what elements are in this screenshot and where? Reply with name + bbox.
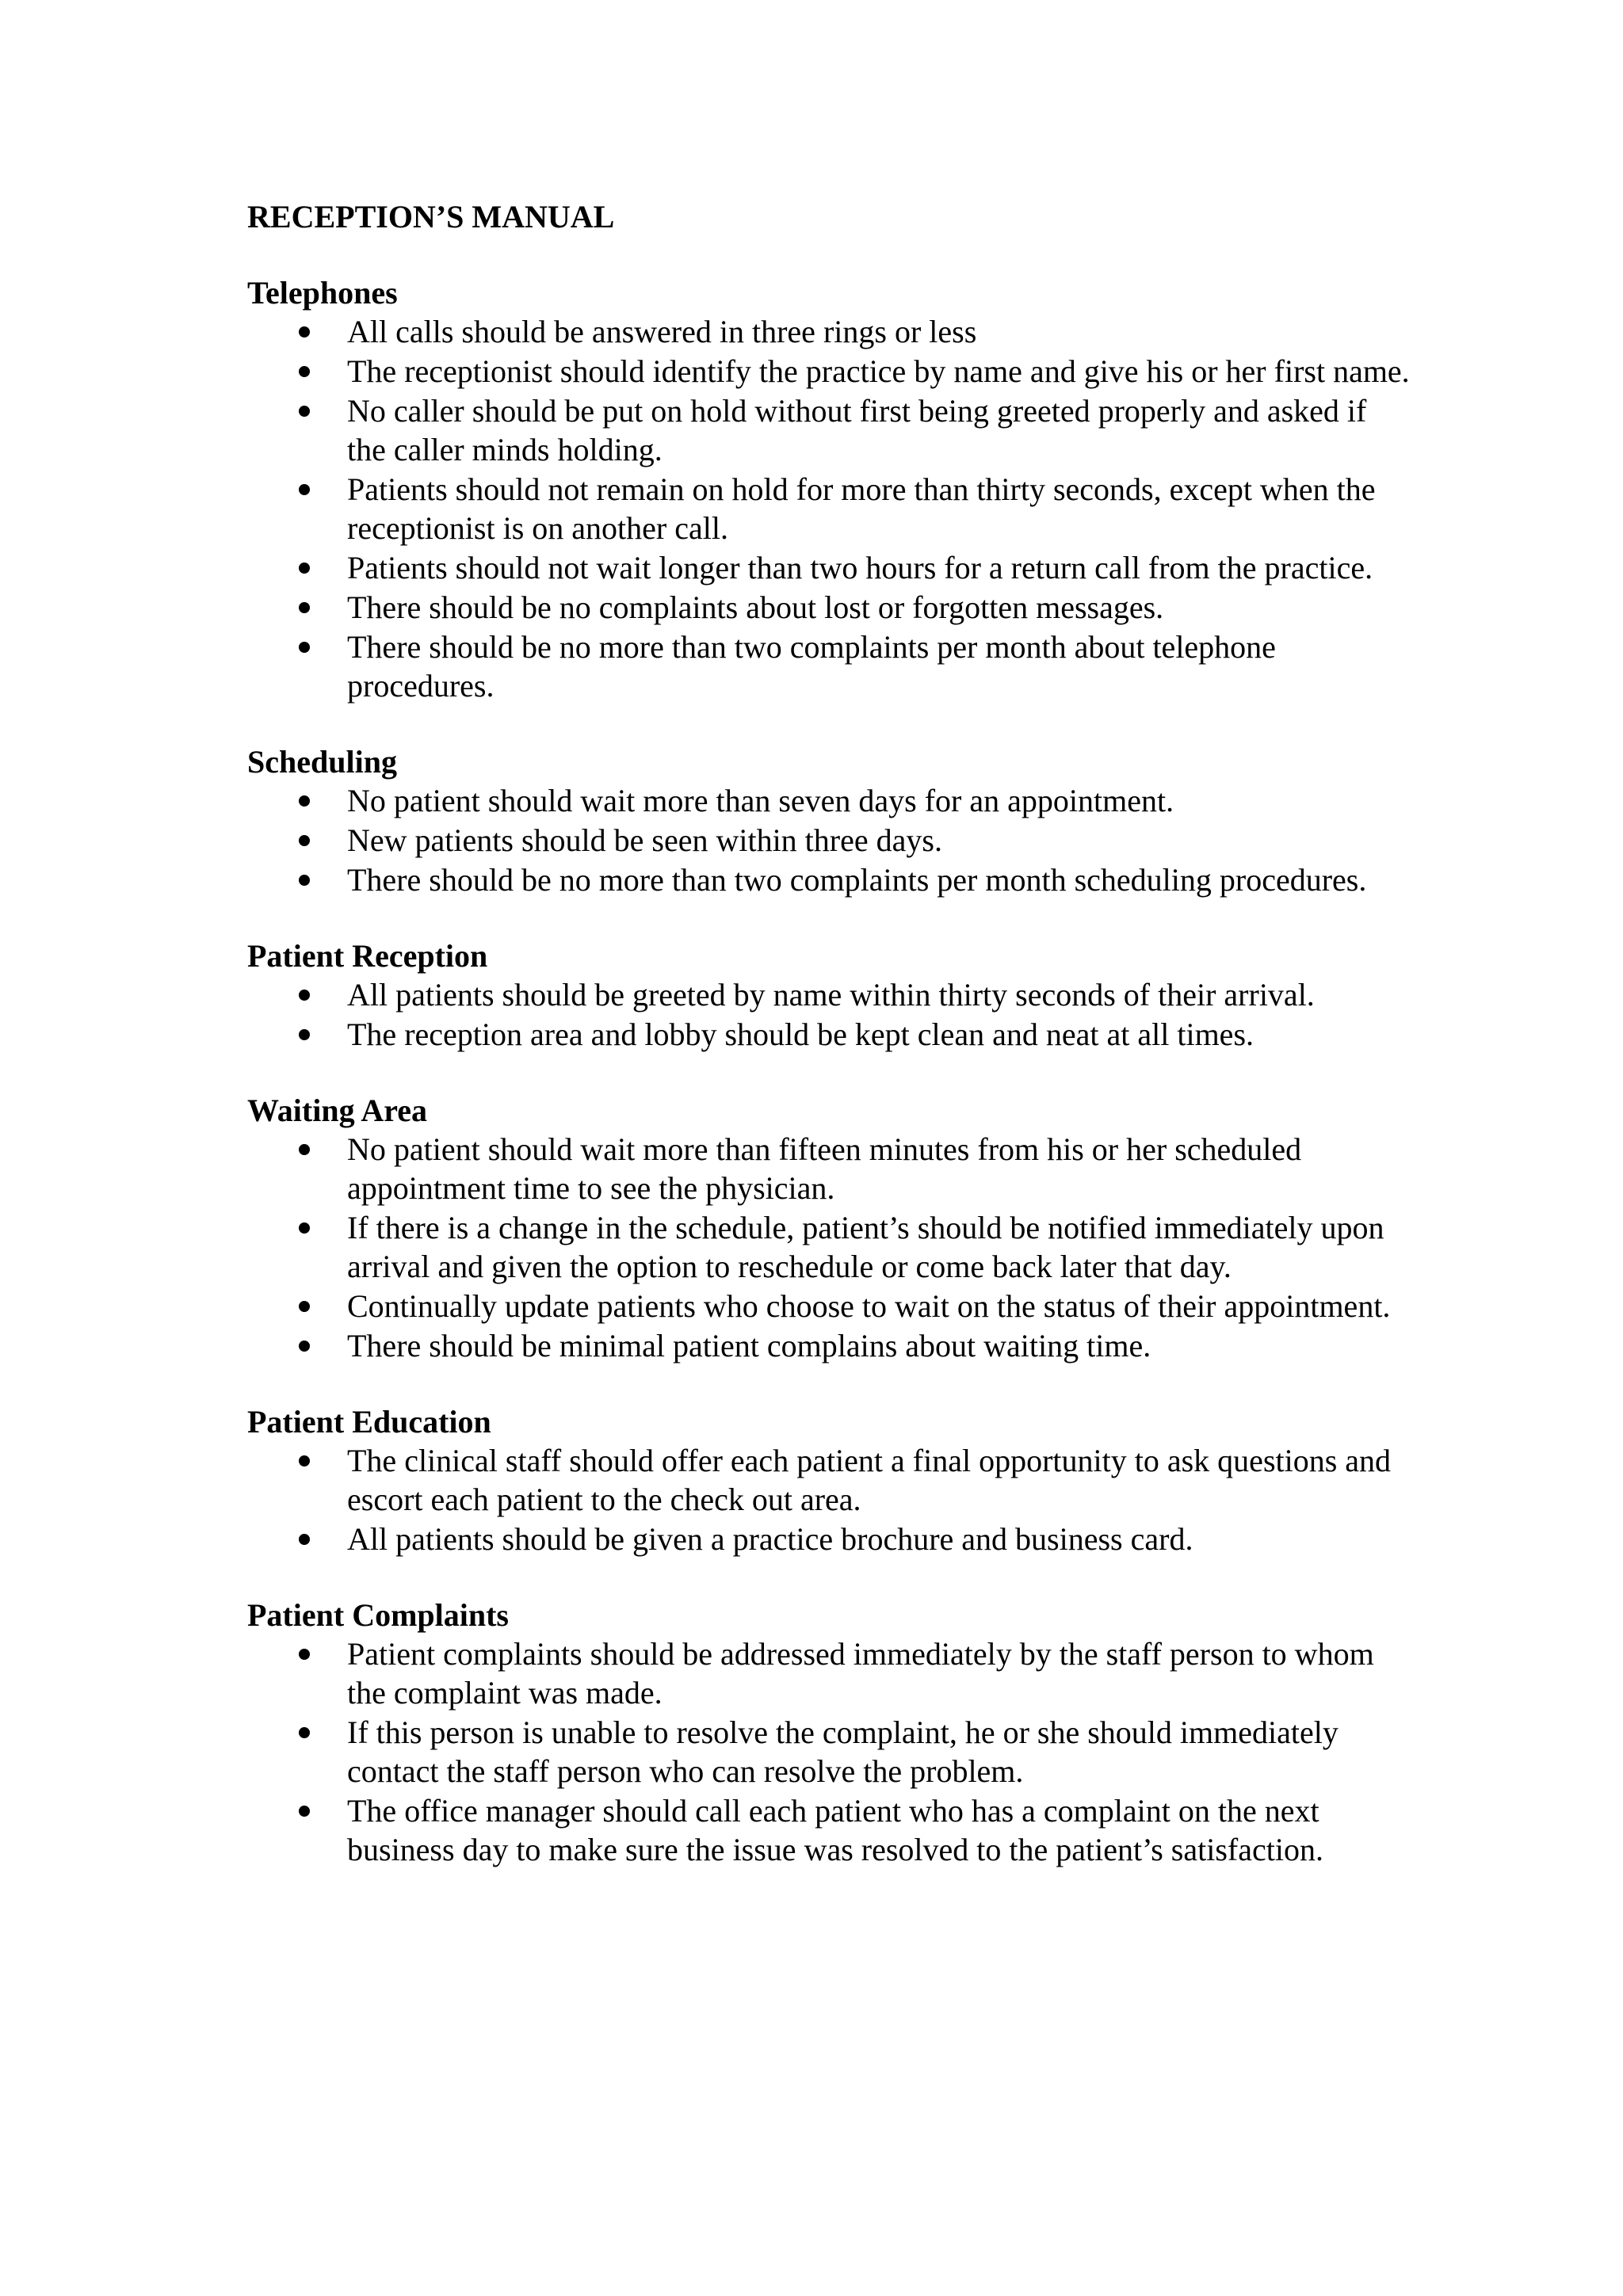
section-waiting-area <box>247 1090 1412 1365</box>
list-item-text: Continually update patients who choose to wait on the status of their appointment. <box>347 1288 1391 1324</box>
list-item <box>247 1130 1412 1207</box>
bullet-icon <box>299 642 310 653</box>
list-item <box>247 312 1412 351</box>
list-item <box>247 1520 1412 1558</box>
section-heading: Telephones <box>247 275 398 311</box>
list-item-text: All patients should be given a practice brochure and business card. <box>347 1521 1193 1557</box>
list-item <box>247 821 1412 860</box>
list-item-text: All patients should be greeted by name within thirty seconds of their arrival. <box>347 977 1315 1013</box>
bullet-icon <box>299 990 310 1001</box>
list-item-text: No caller should be put on hold without first being greeted properly and asked if the caller minds holding. <box>347 393 1367 467</box>
section-telephones <box>247 273 1412 705</box>
list-item <box>247 1015 1412 1054</box>
bullet-list <box>247 975 1412 1054</box>
list-item-text: The reception area and lobby should be kept clean and neat at all times. <box>347 1016 1254 1052</box>
bullet-icon <box>299 563 310 574</box>
bullet-icon <box>299 602 310 613</box>
list-item-text: The office manager should call each patient who has a complaint on the next business day to make sure the issue was resolved to the patient’s satisfaction. <box>347 1793 1323 1867</box>
bullet-list <box>247 1441 1412 1558</box>
bullet-icon <box>299 1301 310 1312</box>
bullet-list <box>247 1634 1412 1869</box>
list-item <box>247 588 1412 627</box>
bullet-icon <box>299 366 310 377</box>
bullet-icon <box>299 1727 310 1738</box>
list-item-text: New patients should be seen within three days. <box>347 822 942 858</box>
list-item <box>247 1634 1412 1712</box>
list-item-text: Patient complaints should be addressed immediately by the staff person to whom the complaint was made. <box>347 1636 1374 1711</box>
bullet-icon <box>299 1649 310 1660</box>
list-item-text: The receptionist should identify the practice by name and give his or her first name. <box>347 353 1410 389</box>
bullet-list <box>247 312 1412 705</box>
bullet-icon <box>299 1534 310 1545</box>
list-item <box>247 1713 1412 1791</box>
bullet-icon <box>299 326 310 338</box>
list-item <box>247 352 1412 391</box>
section-heading: Scheduling <box>247 744 397 780</box>
bullet-icon <box>299 1806 310 1817</box>
list-item-text: The clinical staff should offer each patient a final opportunity to ask questions and escort each patient to the check out area. <box>347 1443 1392 1517</box>
section-scheduling <box>247 742 1412 899</box>
list-item <box>247 1791 1412 1869</box>
bullet-icon <box>299 484 310 495</box>
list-item <box>247 548 1412 587</box>
list-item <box>247 1208 1412 1286</box>
bullet-icon <box>299 406 310 417</box>
bullet-icon <box>299 795 310 807</box>
section-heading: Patient Reception <box>247 938 488 974</box>
list-item <box>247 975 1412 1014</box>
section-heading: Patient Education <box>247 1404 491 1440</box>
document-title: RECEPTION’S MANUAL <box>247 199 615 235</box>
bullet-list <box>247 781 1412 899</box>
list-item-text: There should be no complaints about lost or forgotten messages. <box>347 589 1164 625</box>
list-item <box>247 627 1412 705</box>
list-item-text: There should be no more than two complaints per month scheduling procedures. <box>347 862 1367 898</box>
list-item <box>247 860 1412 899</box>
bullet-list <box>247 1130 1412 1365</box>
list-item <box>247 781 1412 820</box>
bullet-icon <box>299 875 310 886</box>
list-item-text: If this person is unable to resolve the complaint, he or she should immediately contact the staff person who can resolve the problem. <box>347 1714 1338 1789</box>
section-patient-education <box>247 1402 1412 1558</box>
section-heading: Waiting Area <box>247 1093 428 1128</box>
bullet-icon <box>299 1222 310 1234</box>
list-item-text: No patient should wait more than seven days for an appointment. <box>347 783 1174 818</box>
list-item <box>247 1326 1412 1365</box>
list-item-text: There should be no more than two complaints per month about telephone procedures. <box>347 629 1276 704</box>
document-page <box>247 196 1412 1905</box>
bullet-icon <box>299 1144 310 1155</box>
section-patient-complaints <box>247 1595 1412 1869</box>
list-item-text: There should be minimal patient complains about waiting time. <box>347 1328 1151 1363</box>
list-item-text: Patients should not wait longer than two hours for a return call from the practice. <box>347 550 1373 585</box>
bullet-icon <box>299 1341 310 1352</box>
bullet-icon <box>299 835 310 846</box>
section-patient-reception <box>247 936 1412 1054</box>
list-item <box>247 470 1412 547</box>
list-item <box>247 391 1412 469</box>
bullet-icon <box>299 1029 310 1040</box>
list-item <box>247 1441 1412 1519</box>
bullet-icon <box>299 1455 310 1466</box>
list-item-text: If there is a change in the schedule, patient’s should be notified immediately upon arrival and given the option to reschedule or come back later that day. <box>347 1210 1384 1284</box>
list-item-text: No patient should wait more than fifteen minutes from his or her scheduled appointment time to see the physician. <box>347 1131 1302 1206</box>
list-item-text: Patients should not remain on hold for more than thirty seconds, except when the receptionist is on another call. <box>347 471 1376 546</box>
list-item-text: All calls should be answered in three rings or less <box>347 314 977 349</box>
list-item <box>247 1287 1412 1325</box>
section-heading: Patient Complaints <box>247 1597 509 1633</box>
